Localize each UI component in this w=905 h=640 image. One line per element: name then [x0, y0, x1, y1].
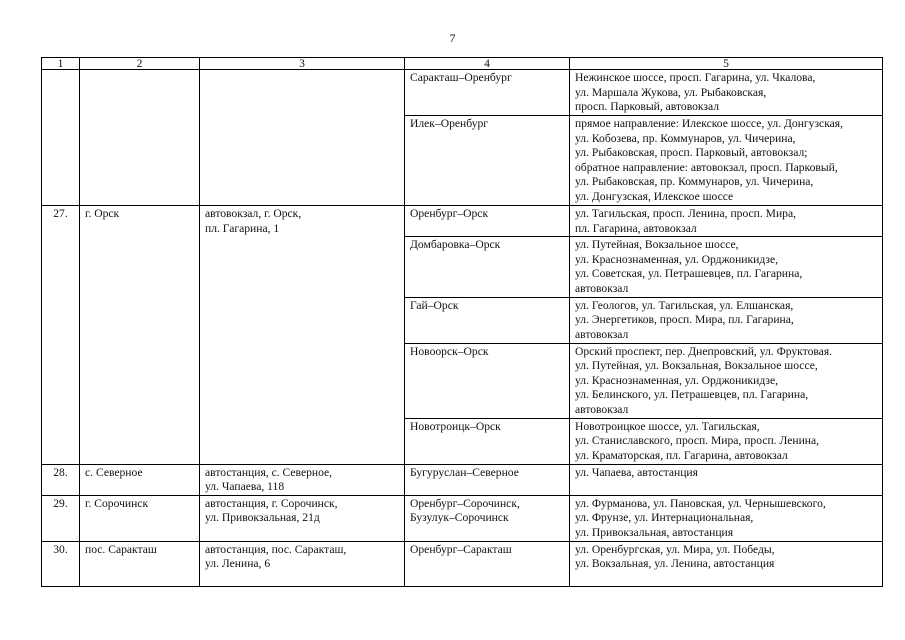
streets-cell	[570, 343, 883, 418]
street-line: ул. Рыбаковская, пр. Коммунаров, ул. Чичерина,	[575, 175, 814, 189]
street-line: ул. Энергетиков, просп. Мира, пл. Гагарина,	[575, 313, 794, 327]
street-line: пл. Гагарина, автовокзал	[575, 221, 697, 235]
table-row	[42, 495, 883, 541]
route-cell	[405, 116, 570, 206]
route-line: Оренбург–Саракташ	[410, 542, 512, 556]
header-cell-5: 5	[570, 58, 883, 70]
street-line: просп. Парковый, автовокзал	[575, 100, 719, 114]
settlement-cell: г. Орск	[80, 206, 200, 465]
route-line: Саракташ–Оренбург	[410, 71, 512, 84]
streets-cell	[570, 70, 883, 116]
route-line: Домбаровка–Орск	[410, 238, 501, 252]
street-line: Орский проспект, пер. Днепровский, ул. Фруктовая.	[575, 344, 833, 358]
route-cell	[405, 343, 570, 418]
route-line: Новоорск–Орск	[410, 344, 489, 358]
station-cell	[200, 464, 405, 495]
row-number-cell	[42, 70, 80, 206]
street-line: прямое направление: Илекское шоссе, ул. Донгузская,	[575, 117, 844, 130]
station-line: автовокзал, г. Орск,	[205, 207, 302, 220]
streets-cell	[570, 297, 883, 343]
settlement-cell: г. Сорочинск	[80, 495, 200, 541]
street-line: ул. Донгузская, Илекское шоссе	[575, 189, 734, 203]
route-line: Оренбург–Орск	[410, 207, 489, 220]
header-cell-1: 1	[42, 58, 80, 70]
station-line: автостанция, с. Северное,	[205, 465, 333, 479]
route-cell	[405, 541, 570, 586]
route-table	[41, 57, 883, 587]
street-line: ул. Путейная, ул. Вокзальная, Вокзальное шоссе,	[575, 359, 818, 373]
station-cell	[200, 206, 405, 465]
route-cell	[405, 418, 570, 464]
route-cell	[405, 464, 570, 495]
street-line: ул. Оренбургская, ул. Мира, ул. Победы,	[575, 542, 775, 556]
header-cell-4: 4	[405, 58, 570, 70]
street-line: ул. Кобозева, пр. Коммунаров, ул. Чичерина,	[575, 131, 796, 145]
page-number: 7	[449, 31, 456, 45]
station-line: автостанция, г. Сорочинск,	[205, 496, 338, 510]
route-cell	[405, 237, 570, 297]
route-cell	[405, 70, 570, 116]
route-line: Бузулук–Сорочинск	[410, 511, 509, 525]
street-line: ул. Краматорская, пл. Гагарина, автовокзал	[575, 448, 788, 462]
streets-cell	[570, 541, 883, 586]
row-number-cell: 29.	[42, 495, 80, 541]
settlement-cell: пос. Саракташ	[80, 541, 200, 586]
header-cell-3: 3	[200, 58, 405, 70]
station-line: пл. Гагарина, 1	[205, 221, 280, 235]
route-line: Бугуруслан–Северное	[410, 465, 519, 479]
settlement-cell: с. Северное	[80, 464, 200, 495]
route-cell	[405, 206, 570, 237]
table-row	[42, 70, 883, 116]
street-line: ул. Фрунзе, ул. Интернациональная,	[575, 511, 754, 525]
station-cell	[200, 541, 405, 586]
street-line: ул. Станиславского, просп. Мира, просп. Ленина,	[575, 434, 820, 448]
street-line: обратное направление: автовокзал, просп. Парковый,	[575, 160, 838, 174]
station-cell	[200, 70, 405, 206]
row-number-cell: 30.	[42, 541, 80, 586]
streets-cell	[570, 495, 883, 541]
streets-cell	[570, 418, 883, 464]
table-row	[42, 541, 883, 586]
route-cell	[405, 297, 570, 343]
street-line: ул. Краснознаменная, ул. Орджоникидзе,	[575, 373, 779, 387]
streets-cell	[570, 464, 883, 495]
street-line: Новотроицкое шоссе, ул. Тагильская,	[575, 419, 760, 433]
street-line: ул. Белинского, ул. Петрашевцев, пл. Гагарина,	[575, 388, 809, 402]
street-line: Нежинское шоссе, просп. Гагарина, ул. Чкалова,	[575, 71, 816, 84]
route-line: Илек–Оренбург	[410, 117, 489, 130]
station-line: автостанция, пос. Саракташ,	[205, 542, 347, 556]
streets-cell	[570, 116, 883, 206]
station-cell	[200, 495, 405, 541]
route-line: Новотроицк–Орск	[410, 419, 501, 433]
street-line: ул. Привокзальная, автостанция	[575, 525, 734, 539]
street-line: ул. Путейная, Вокзальное шоссе,	[575, 238, 739, 252]
table-row	[42, 464, 883, 495]
street-line: ул. Тагильская, просп. Ленина, просп. Мира,	[575, 207, 797, 220]
table-row	[42, 206, 883, 237]
station-line: ул. Привокзальная, 21д	[205, 511, 320, 525]
street-line: ул. Вокзальная, ул. Ленина, автостанция	[575, 557, 775, 571]
route-line: Оренбург–Сорочинск,	[410, 496, 520, 510]
row-number-cell: 28.	[42, 464, 80, 495]
row-number-cell: 27.	[42, 206, 80, 465]
street-line: ул. Краснознаменная, ул. Орджоникидзе,	[575, 252, 779, 266]
route-cell	[405, 495, 570, 541]
settlement-cell	[80, 70, 200, 206]
street-line: ул. Советская, ул. Петрашевцев, пл. Гагарина,	[575, 267, 803, 281]
street-line: автовокзал	[575, 327, 629, 341]
street-line: ул. Рыбаковская, просп. Парковый, автовокзал;	[575, 146, 808, 160]
street-line: ул. Фурманова, ул. Пановская, ул. Чернышевского,	[575, 496, 826, 510]
header-row	[42, 58, 883, 70]
street-line: ул. Чапаева, автостанция	[575, 465, 698, 479]
route-line: Гай–Орск	[410, 298, 459, 312]
streets-cell	[570, 206, 883, 237]
header-cell-2: 2	[80, 58, 200, 70]
street-line: ул. Маршала Жукова, ул. Рыбаковская,	[575, 85, 767, 99]
station-line: ул. Ленина, 6	[205, 557, 271, 571]
street-line: автовокзал	[575, 402, 629, 416]
street-line: автовокзал	[575, 281, 629, 295]
streets-cell	[570, 237, 883, 297]
station-line: ул. Чапаева, 118	[205, 480, 285, 494]
street-line: ул. Геологов, ул. Тагильская, ул. Елшанская,	[575, 298, 794, 312]
